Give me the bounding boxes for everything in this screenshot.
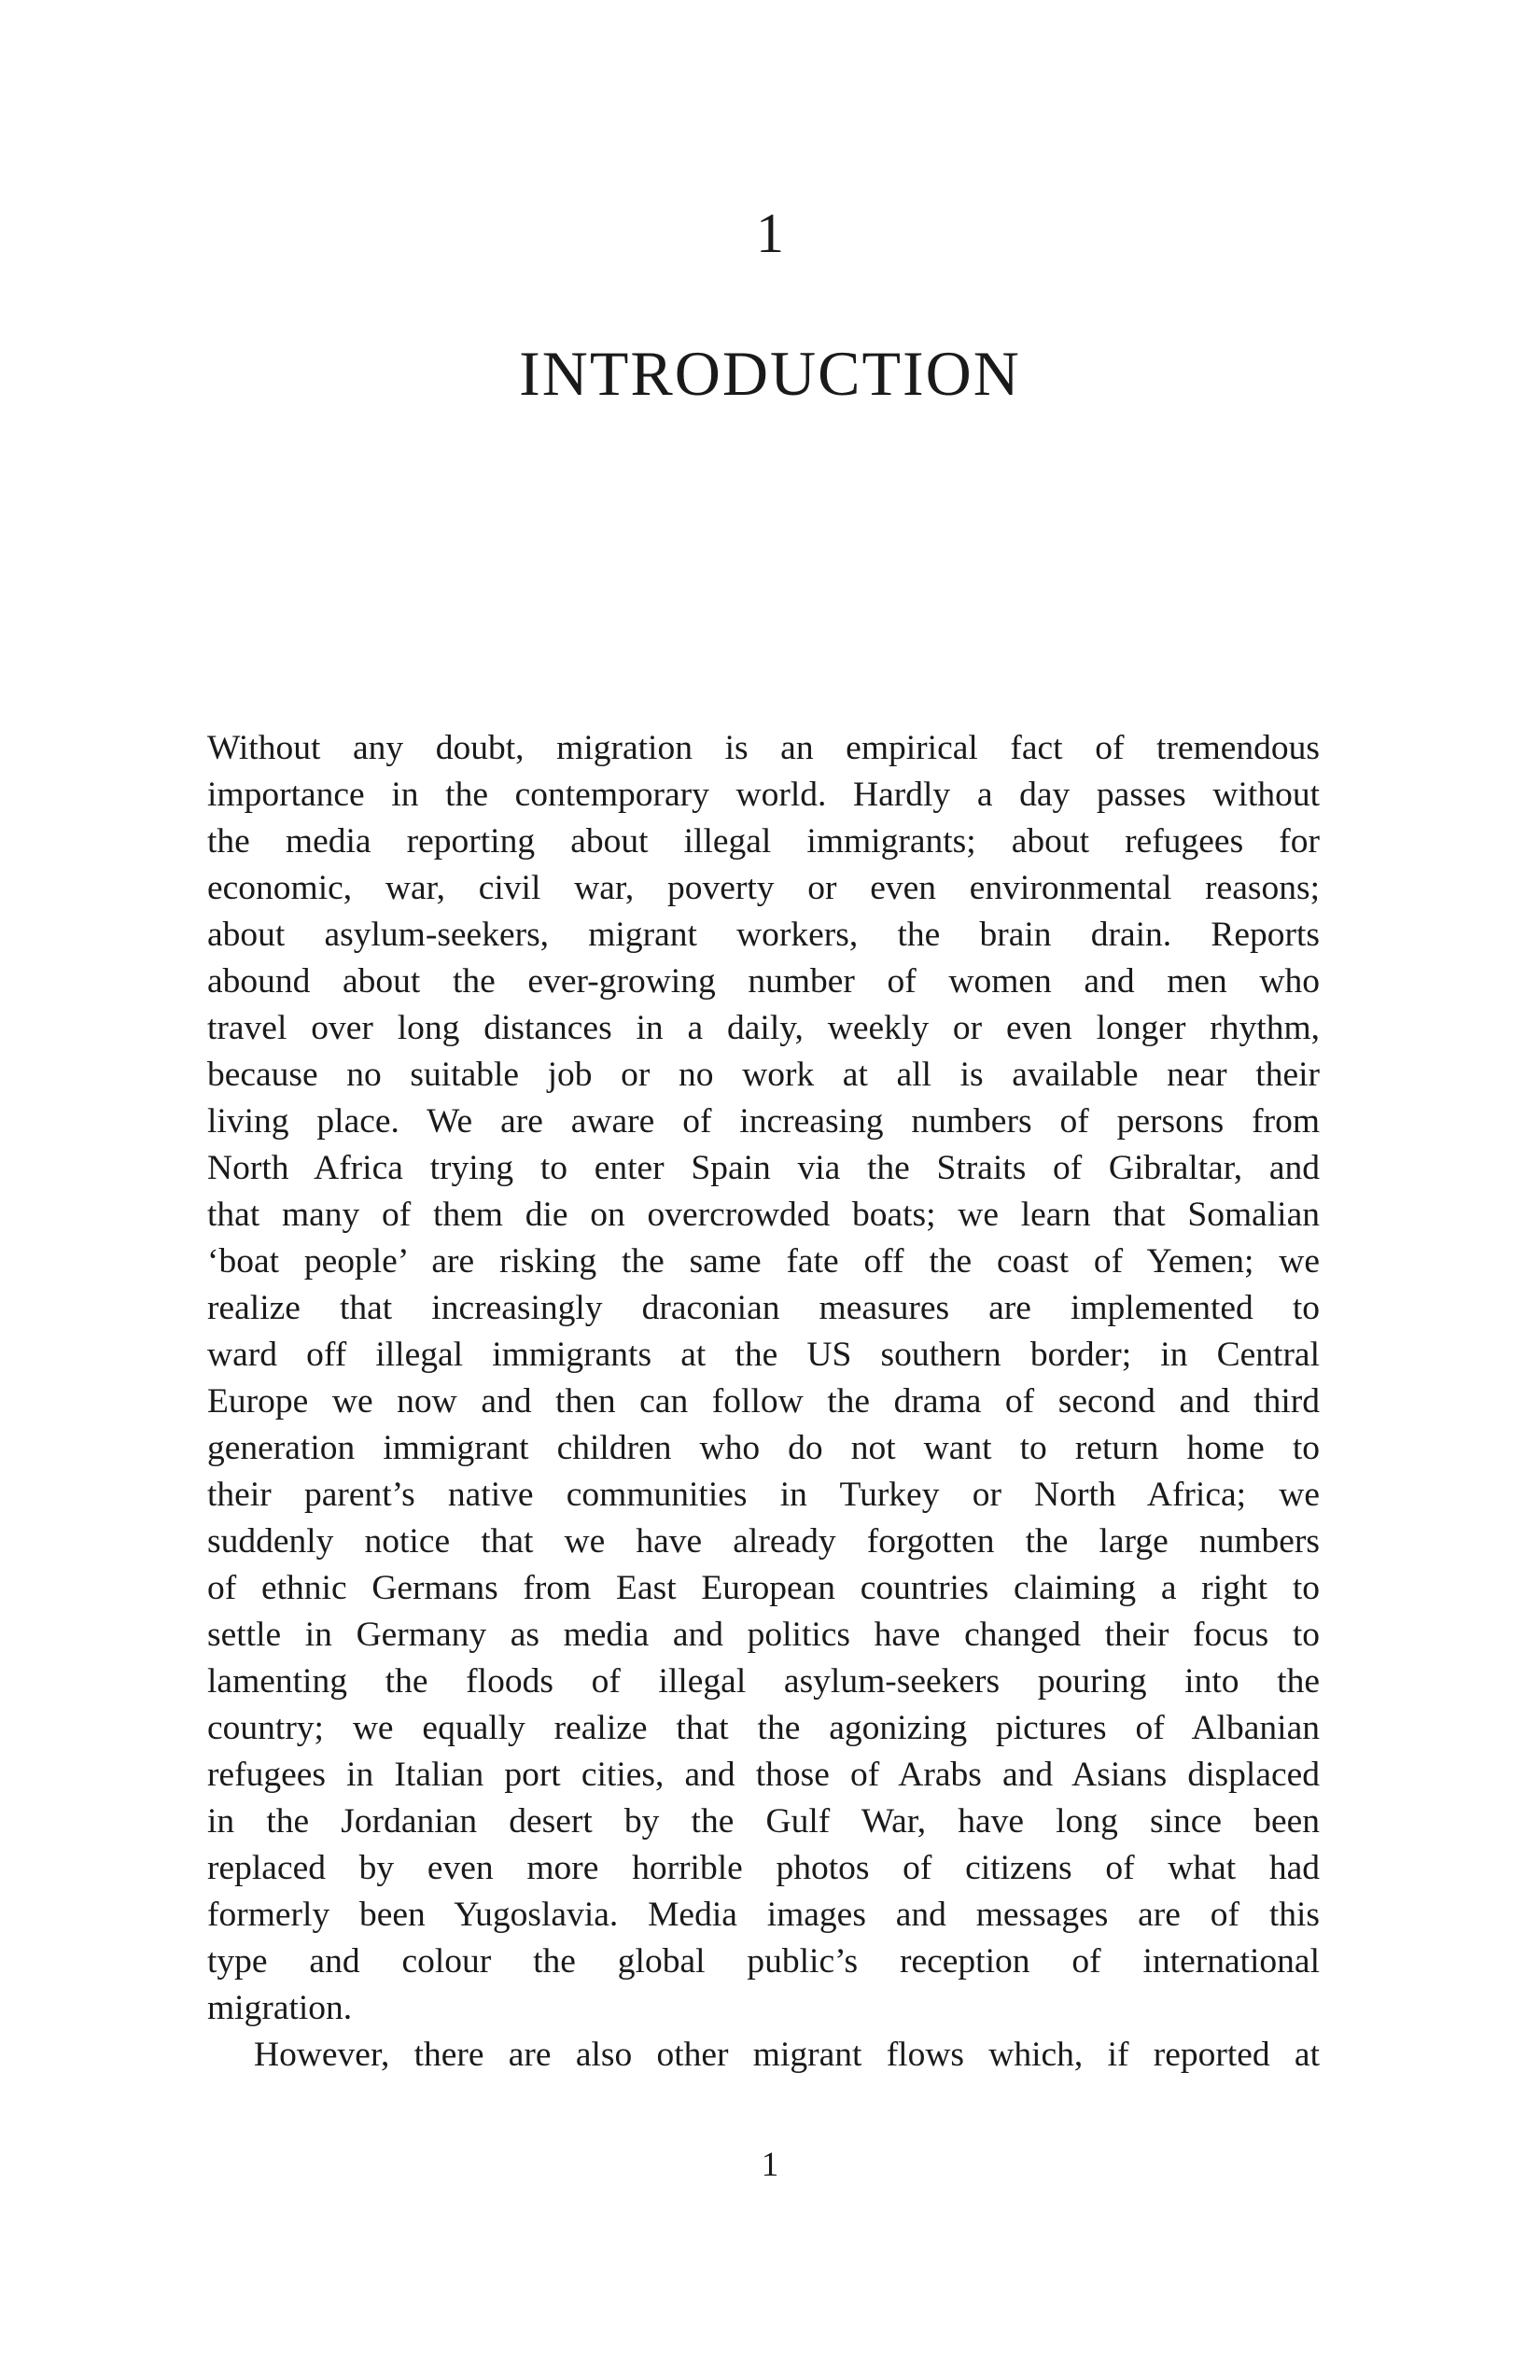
paragraph-1-line-7: travel over long distances in a daily, weekly or even longer rhythm,: [207, 1009, 1320, 1047]
paragraph-1-line-13: realize that increasingly draconian measures are implemented to: [207, 1289, 1320, 1327]
paragraph-1-line-19: of ethnic Germans from East European countries claiming a right to: [207, 1569, 1320, 1607]
paragraph-2-line-1: However, there are also other migrant flows which, if reported at: [254, 2036, 1320, 2074]
paragraph-1-line-11: that many of them die on overcrowded boats; we learn that Somalian: [207, 1196, 1320, 1234]
paragraph-1-line-20: settle in Germany as media and politics have changed their focus to: [207, 1616, 1320, 1654]
paragraph-1-line-17: their parent’s native communities in Turkey or North Africa; we: [207, 1476, 1320, 1514]
paragraph-1-line-26: formerly been Yugoslavia. Media images and messages are of this: [207, 1896, 1320, 1934]
chapter-title: INTRODUCTION: [519, 338, 1021, 409]
paragraph-1-line-6: abound about the ever-growing number of women and men who: [207, 962, 1320, 1001]
paragraph-1-line-10: North Africa trying to enter Spain via the Straits of Gibraltar, and: [207, 1149, 1320, 1187]
paragraph-1-line-15: Europe we now and then can follow the drama of second and third: [207, 1382, 1320, 1421]
paragraph-1-line-3: the media reporting about illegal immigrants; about refugees for: [207, 822, 1320, 861]
paragraph-1-line-22: country; we equally realize that the agonizing pictures of Albanian: [207, 1709, 1320, 1747]
page-number: 1: [761, 2146, 779, 2184]
paragraph-1-line-28: migration.: [207, 1989, 353, 2027]
chapter-number: 1: [756, 203, 784, 264]
paragraph-1-line-14: ward off illegal immigrants at the US southern border; in Central: [207, 1336, 1320, 1374]
paragraph-1-line-5: about asylum-seekers, migrant workers, the brain drain. Reports: [207, 916, 1320, 954]
paragraph-1-line-24: in the Jordanian desert by the Gulf War, have long since been: [207, 1802, 1320, 1841]
paragraph-1-line-27: type and colour the global public’s reception of international: [207, 1942, 1320, 1981]
paragraph-1-line-1: Without any doubt, migration is an empirical fact of tremendous: [207, 729, 1320, 767]
paragraph-1-line-4: economic, war, civil war, poverty or even environmental reasons;: [207, 869, 1320, 907]
paragraph-1-line-18: suddenly notice that we have already forgotten the large numbers: [207, 1522, 1320, 1561]
paragraph-1-line-16: generation immigrant children who do not want to return home to: [207, 1429, 1320, 1467]
paragraph-1-line-25: replaced by even more horrible photos of citizens of what had: [207, 1849, 1320, 1887]
paragraph-1-line-8: because no suitable job or no work at all is available near their: [207, 1056, 1320, 1094]
paragraph-1-line-12: ‘boat people’ are risking the same fate off the coast of Yemen; we: [207, 1242, 1320, 1281]
paragraph-1-line-23: refugees in Italian port cities, and those of Arabs and Asians displaced: [207, 1756, 1320, 1794]
paragraph-1-line-2: importance in the contemporary world. Hardly a day passes without: [207, 776, 1320, 814]
paragraph-1-line-21: lamenting the floods of illegal asylum-seekers pouring into the: [207, 1662, 1320, 1701]
paragraph-1-line-9: living place. We are aware of increasing numbers of persons from: [207, 1102, 1320, 1141]
